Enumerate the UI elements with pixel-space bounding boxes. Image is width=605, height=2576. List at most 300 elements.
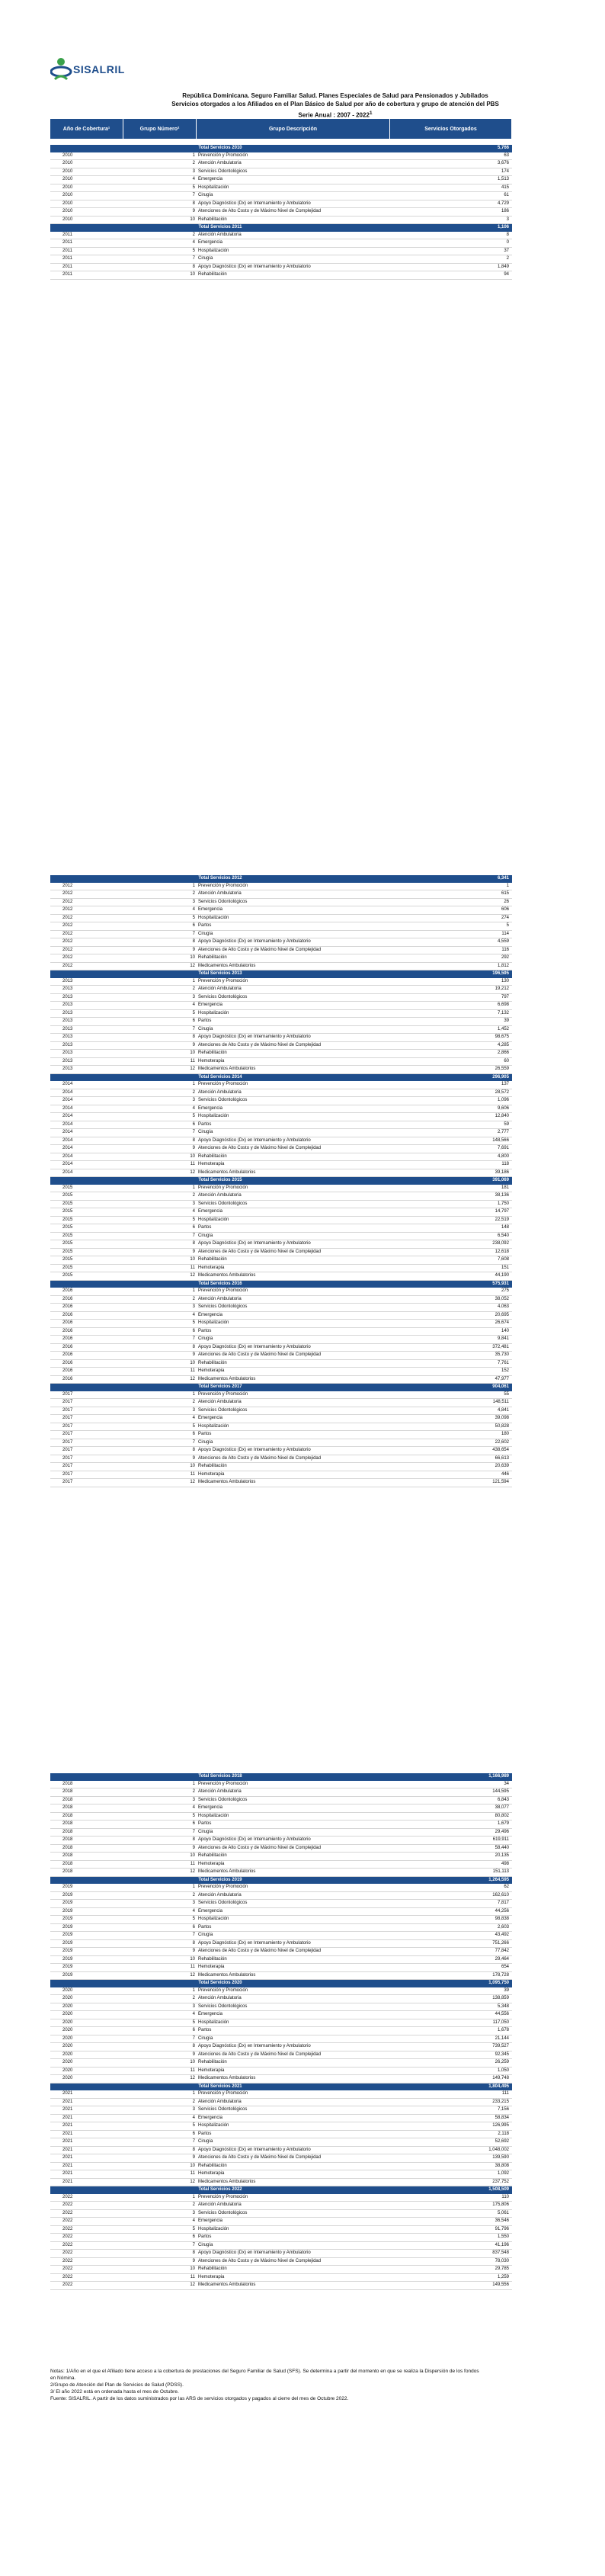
cell-group-description: Atenciones de Alto Costo y de Máximo Nivel de Complejidad — [198, 1845, 322, 1850]
cell-year: 2017 — [62, 1455, 73, 1461]
cell-services: 14,797 — [495, 1209, 509, 1214]
cell-group-description: Atención Ambulatoria — [198, 161, 242, 165]
cell-services: 446 — [501, 1471, 509, 1477]
cell-services: 8 — [506, 232, 509, 237]
cell-group-description: Atenciones de Alto Costo y de Máximo Nivel de Complejidad — [198, 1042, 322, 1047]
table-row — [50, 2059, 512, 2068]
table-row — [50, 1972, 512, 1981]
cell-year: 2021 — [62, 2171, 73, 2176]
cell-group-number: 2 — [192, 1296, 195, 1301]
table-row — [50, 1884, 512, 1892]
cell-group-description: Atenciones de Alto Costo y de Máximo Nivel de Complejidad — [198, 1146, 322, 1150]
cell-group-description: Hospitalización — [198, 184, 229, 190]
cell-year: 2022 — [62, 2274, 73, 2279]
cell-group-number: 8 — [192, 1837, 195, 1842]
cell-group-description: Hemoterapia — [198, 1965, 225, 1969]
cell-group-description: Apoyo Diagnóstico (Dx) en Internamiento y Ambulatorio — [198, 1241, 311, 1246]
cell-year: 2020 — [62, 2044, 73, 2048]
cell-year: 2017 — [62, 1480, 73, 1484]
table-row — [50, 1058, 512, 1067]
cell-group-description: Cirugía — [198, 1336, 213, 1341]
cell-group-description: Cirugía — [198, 1829, 213, 1834]
cell-year: 2013 — [62, 1026, 73, 1031]
cell-year: 2012 — [62, 915, 73, 920]
cell-year: 2018 — [62, 1821, 73, 1826]
cell-services: 62 — [504, 1885, 509, 1889]
cell-group-number: 5 — [192, 184, 195, 190]
cell-group-number: 3 — [192, 1407, 195, 1413]
cell-year: 2020 — [62, 2003, 73, 2009]
table-row — [50, 2099, 512, 2107]
year-total-value: 1,264,595 — [488, 1877, 509, 1882]
cell-services: 111 — [501, 2091, 509, 2096]
cell-services: 181 — [501, 1185, 509, 1190]
cell-group-number: 3 — [192, 2003, 195, 2009]
cell-group-description: Partos — [198, 1821, 212, 1826]
cell-group-number: 1 — [192, 152, 195, 158]
cell-year: 2011 — [62, 240, 72, 245]
cell-services: 1,096 — [497, 1098, 509, 1102]
table-row — [50, 1900, 512, 1908]
table-row — [50, 899, 512, 907]
cell-group-description: Atención Ambulatoria — [198, 891, 242, 896]
cell-services: 43,492 — [495, 1933, 509, 1937]
table-row — [50, 1964, 512, 1972]
cell-group-description: Servicios Odontológicos — [198, 1797, 248, 1802]
table-row — [50, 1161, 512, 1169]
cell-year: 2015 — [62, 1209, 73, 1214]
cell-services: 36,546 — [495, 2218, 509, 2223]
cell-group-number: 10 — [190, 1853, 195, 1858]
cell-group-description: Cirugía — [198, 1130, 213, 1134]
cell-services: 12,840 — [495, 1114, 509, 1118]
cell-year: 2021 — [62, 2155, 73, 2160]
cell-group-number: 10 — [190, 2266, 195, 2271]
cell-services: 110 — [501, 2194, 509, 2199]
cell-services: 151 — [501, 1265, 509, 1270]
cell-group-number: 5 — [192, 1114, 195, 1118]
cell-services: 22,519 — [495, 1217, 509, 1222]
cell-group-number: 4 — [192, 2115, 195, 2120]
cell-group-description: Hospitalización — [198, 1423, 229, 1429]
cell-year: 2018 — [62, 1869, 73, 1874]
cell-group-description: Atención Ambulatoria — [198, 232, 242, 237]
cell-group-number: 2 — [192, 1996, 195, 2000]
table-row — [50, 1137, 512, 1146]
cell-year: 2011 — [62, 264, 72, 269]
table-row — [50, 1050, 512, 1058]
table-row — [50, 1829, 512, 1837]
cell-group-number: 8 — [192, 200, 195, 206]
table-row — [50, 248, 512, 256]
cell-services: 186 — [501, 209, 509, 213]
cell-group-description: Medicamentos Ambulatorios — [198, 1480, 256, 1484]
cell-group-description: Apoyo Diagnóstico (Dx) en Internamiento y Ambulatorio — [198, 1344, 311, 1349]
year-total-row — [50, 1877, 512, 1885]
cell-services: 52,692 — [495, 2139, 509, 2144]
cell-services: 66,613 — [495, 1455, 509, 1461]
year-total-row — [50, 224, 512, 232]
cell-group-number: 1 — [192, 2194, 195, 2199]
year-total-row — [50, 2084, 512, 2091]
cell-services: 7,817 — [497, 1901, 509, 1905]
cell-group-number: 12 — [190, 1169, 195, 1175]
cell-group-number: 6 — [192, 2131, 195, 2136]
cell-group-number: 2 — [192, 1193, 195, 1198]
cell-year: 2016 — [62, 1296, 73, 1301]
cell-year: 2018 — [62, 1837, 73, 1842]
cell-group-description: Emergencia — [198, 1416, 223, 1420]
cell-group-description: Atenciones de Alto Costo y de Máximo Nivel de Complejidad — [198, 209, 322, 213]
table-row — [50, 2234, 512, 2242]
table-row — [50, 915, 512, 923]
table-row — [50, 239, 512, 248]
cell-year: 2012 — [62, 923, 73, 928]
table-row — [50, 1328, 512, 1336]
cell-year: 2012 — [62, 963, 73, 968]
cell-year: 2018 — [62, 1861, 73, 1866]
cell-year: 2019 — [62, 1933, 73, 1937]
cell-services: 4,800 — [497, 1153, 509, 1159]
cell-group-description: Cirugía — [198, 2139, 213, 2144]
cell-group-description: Cirugía — [198, 1233, 213, 1238]
table-row — [50, 1940, 512, 1949]
table-row — [50, 1018, 512, 1026]
cell-services: 20,135 — [495, 1853, 509, 1858]
cell-group-description: Atención Ambulatoria — [198, 1296, 242, 1301]
cell-group-description: Atenciones de Alto Costo y de Máximo Nivel de Complejidad — [198, 1455, 322, 1461]
logo-text: SISALRIL — [73, 63, 125, 75]
cell-group-description: Medicamentos Ambulatorios — [198, 2076, 256, 2080]
cell-group-description: Apoyo Diagnóstico (Dx) en Internamiento y Ambulatorio — [198, 1137, 311, 1143]
cell-year: 2021 — [62, 2147, 73, 2152]
cell-services: 22,602 — [495, 1439, 509, 1445]
table-row — [50, 1479, 512, 1487]
cell-group-description: Prevención y Promoción — [198, 883, 248, 888]
cell-group-description: Servicios Odontológicos — [198, 994, 248, 999]
cell-year: 2015 — [62, 1257, 73, 1262]
cell-group-number: 10 — [190, 1360, 195, 1365]
cell-group-number: 10 — [190, 1257, 195, 1262]
cell-services: 38,808 — [495, 2163, 509, 2168]
cell-services: 6,698 — [497, 1002, 509, 1007]
cell-group-description: Hemoterapia — [198, 1368, 225, 1373]
cell-group-description: Emergencia — [198, 2218, 223, 2223]
cell-year: 2019 — [62, 1940, 73, 1946]
cell-group-number: 2 — [192, 1089, 195, 1095]
cell-year: 2022 — [62, 2250, 73, 2255]
table-row — [50, 1121, 512, 1130]
table-row — [50, 200, 512, 209]
cell-year: 2019 — [62, 1917, 73, 1921]
cell-group-number: 6 — [192, 923, 195, 928]
cell-year: 2019 — [62, 1924, 73, 1930]
cell-group-description: Hospitalización — [198, 2123, 229, 2128]
cell-services: 175,806 — [492, 2202, 509, 2207]
cell-year: 2016 — [62, 1320, 73, 1325]
cell-group-description: Rehabilitación — [198, 1153, 227, 1159]
cell-group-description: Atenciones de Alto Costo y de Máximo Nivel de Complejidad — [198, 1352, 322, 1357]
table-row — [50, 2003, 512, 2012]
table-row — [50, 1265, 512, 1273]
cell-services: 149,748 — [492, 2076, 509, 2080]
cell-group-number: 7 — [192, 1439, 195, 1445]
cell-services: 0 — [506, 240, 509, 245]
cell-year: 2016 — [62, 1368, 73, 1373]
cell-services: 6,843 — [497, 1797, 509, 1802]
cell-services: 1,812 — [497, 963, 509, 968]
cell-year: 2020 — [62, 1996, 73, 2000]
cell-group-description: Hospitalización — [198, 2226, 229, 2231]
cell-services: 1,050 — [497, 2068, 509, 2073]
cell-group-number: 5 — [192, 1423, 195, 1429]
cell-year: 2015 — [62, 1249, 73, 1254]
cell-group-description: Cirugía — [198, 2035, 213, 2041]
table-row — [50, 1344, 512, 1352]
cell-services: 152 — [501, 1368, 509, 1373]
cell-group-description: Cirugía — [198, 256, 213, 261]
cell-year: 2019 — [62, 1892, 73, 1898]
cell-group-description: Prevención y Promoción — [198, 1391, 248, 1397]
cell-year: 2020 — [62, 2076, 73, 2080]
cell-group-description: Medicamentos Ambulatorios — [198, 1869, 256, 1874]
table-row — [50, 2090, 512, 2099]
cell-year: 2015 — [62, 1217, 73, 1222]
cell-year: 2019 — [62, 1956, 73, 1962]
table-row — [50, 1256, 512, 1265]
cell-services: 3,676 — [497, 161, 509, 165]
table-row — [50, 2202, 512, 2210]
table-row — [50, 1439, 512, 1448]
cell-services: 58,834 — [495, 2115, 509, 2120]
table-row — [50, 271, 512, 280]
year-total-value: 1,804,495 — [488, 2084, 509, 2089]
cell-services: 63 — [504, 152, 509, 158]
cell-group-number: 9 — [192, 1146, 195, 1150]
cell-group-description: Cirugía — [198, 1026, 213, 1031]
cell-services: 151,113 — [492, 1869, 509, 1874]
table-row — [50, 1224, 512, 1233]
sisalril-logo — [50, 56, 149, 82]
cell-services: 2,777 — [497, 1130, 509, 1134]
cell-group-number: 8 — [192, 2147, 195, 2152]
cell-year: 2021 — [62, 2115, 73, 2120]
cell-year: 2017 — [62, 1471, 73, 1477]
table-row — [50, 1185, 512, 1193]
cell-group-number: 11 — [190, 1368, 195, 1373]
footnote-line: 2/Grupo de Atención del Plan de Servicios de Salud (PDSS). — [50, 2382, 184, 2388]
year-total-value: 1,106 — [497, 225, 509, 229]
table-row — [50, 1034, 512, 1042]
cell-year: 2018 — [62, 1853, 73, 1858]
cell-group-number: 2 — [192, 1400, 195, 1404]
cell-services: 1,048,002 — [488, 2147, 509, 2152]
cell-group-number: 7 — [192, 1336, 195, 1341]
table-row — [50, 1948, 512, 1956]
table-row — [50, 1272, 512, 1281]
cell-group-number: 8 — [192, 1137, 195, 1143]
cell-year: 2022 — [62, 2202, 73, 2207]
cell-group-number: 3 — [192, 168, 195, 174]
year-total-value: 5,766 — [497, 146, 509, 150]
cell-group-description: Hospitalización — [198, 1917, 229, 1921]
cell-group-number: 9 — [192, 1845, 195, 1850]
table-row — [50, 2226, 512, 2234]
cell-year: 2022 — [62, 2234, 73, 2239]
cell-services: 114 — [501, 931, 509, 936]
table-row — [50, 1336, 512, 1344]
year-total-row — [50, 1384, 512, 1391]
cell-group-description: Hemoterapia — [198, 1861, 225, 1866]
cell-group-number: 7 — [192, 931, 195, 936]
cell-group-description: Cirugía — [198, 931, 213, 936]
cell-services: 1,550 — [497, 2234, 509, 2239]
year-total-row — [50, 2186, 512, 2194]
cell-group-number: 1 — [192, 1781, 195, 1786]
cell-services: 4,841 — [497, 1407, 509, 1413]
table-row — [50, 1431, 512, 1439]
cell-group-number: 8 — [192, 1448, 195, 1452]
year-total-row — [50, 1980, 512, 1987]
cell-group-number: 1 — [192, 1391, 195, 1397]
table-row — [50, 1304, 512, 1312]
cell-services: 149,556 — [492, 2282, 509, 2287]
cell-group-number: 11 — [190, 1162, 195, 1166]
cell-year: 2014 — [62, 1146, 73, 1150]
cell-group-number: 4 — [192, 1002, 195, 1007]
cell-group-description: Partos — [198, 1432, 212, 1436]
cell-group-number: 3 — [192, 994, 195, 999]
cell-year: 2014 — [62, 1121, 73, 1127]
table-row — [50, 2250, 512, 2258]
cell-services: 275 — [501, 1288, 509, 1293]
cell-group-description: Atención Ambulatoria — [198, 2099, 242, 2104]
cell-group-description: Emergencia — [198, 240, 223, 245]
cell-services: 126,995 — [492, 2123, 509, 2128]
cell-group-description: Emergencia — [198, 1002, 223, 1007]
cell-group-description: Atenciones de Alto Costo y de Máximo Nivel de Complejidad — [198, 2051, 322, 2057]
cell-services: 2,866 — [497, 1051, 509, 1055]
cell-year: 2020 — [62, 2028, 73, 2032]
cell-services: 180 — [501, 1432, 509, 1436]
table-row — [50, 2170, 512, 2179]
cell-group-number: 4 — [192, 907, 195, 912]
cell-group-description: Rehabilitación — [198, 1051, 227, 1055]
table-block — [50, 145, 512, 280]
cell-group-number: 10 — [190, 1464, 195, 1468]
cell-services: 77,842 — [495, 1949, 509, 1953]
table-row — [50, 1892, 512, 1901]
cell-services: 94 — [504, 272, 509, 277]
cell-year: 2013 — [62, 1042, 73, 1047]
cell-group-number: 8 — [192, 1035, 195, 1039]
table-row — [50, 2043, 512, 2051]
cell-year: 2014 — [62, 1137, 73, 1143]
table-row — [50, 994, 512, 1002]
table-row — [50, 1089, 512, 1098]
year-total-label: Total Servicios 2016 — [198, 1281, 242, 1286]
table-row — [50, 1233, 512, 1241]
cell-group-description: Apoyo Diagnóstico (Dx) en Internamiento y Ambulatorio — [198, 264, 311, 269]
cell-year: 2013 — [62, 994, 73, 999]
cell-year: 2016 — [62, 1304, 73, 1309]
cell-year: 2017 — [62, 1391, 73, 1397]
cell-group-description: Servicios Odontológicos — [198, 1407, 248, 1413]
cell-services: 26 — [504, 899, 509, 904]
cell-group-description: Partos — [198, 2028, 212, 2032]
year-total-value: 391,069 — [492, 1178, 509, 1182]
cell-group-description: Partos — [198, 1328, 212, 1333]
table-row — [50, 1869, 512, 1877]
cell-services: 144,595 — [492, 1789, 509, 1794]
table-row — [50, 1002, 512, 1010]
cell-year: 2015 — [62, 1225, 73, 1230]
cell-year: 2021 — [62, 2123, 73, 2128]
cell-services: 1,452 — [497, 1026, 509, 1031]
cell-services: 5,348 — [497, 2003, 509, 2009]
cell-services: 1,513 — [497, 177, 509, 181]
cell-group-number: 6 — [192, 1924, 195, 1930]
cell-year: 2020 — [62, 2051, 73, 2057]
cell-group-number: 4 — [192, 1105, 195, 1111]
table-row — [50, 1837, 512, 1845]
cell-group-description: Servicios Odontológicos — [198, 1901, 248, 1905]
cell-services: 837,548 — [492, 2250, 509, 2255]
table-row — [50, 1471, 512, 1480]
cell-group-number: 2 — [192, 2202, 195, 2207]
cell-year: 2012 — [62, 939, 73, 944]
cell-group-number: 12 — [190, 2076, 195, 2080]
cell-group-number: 5 — [192, 1917, 195, 1921]
cell-services: 238,092 — [492, 1241, 509, 1246]
cell-services: 174 — [501, 168, 509, 174]
table-row — [50, 2019, 512, 2028]
cell-group-description: Rehabilitación — [198, 1360, 227, 1365]
cell-services: 44,256 — [495, 1908, 509, 1914]
table-row — [50, 931, 512, 939]
cell-group-description: Medicamentos Ambulatorios — [198, 1273, 256, 1278]
header-group-description: Grupo Descripción — [197, 119, 390, 139]
cell-group-number: 4 — [192, 2012, 195, 2016]
cell-group-number: 8 — [192, 1344, 195, 1349]
cell-year: 2011 — [62, 256, 72, 261]
year-total-label: Total Servicios 2012 — [198, 876, 242, 881]
year-total-label: Total Servicios 2015 — [198, 1178, 242, 1182]
table-row — [50, 2138, 512, 2147]
cell-year: 2013 — [62, 1002, 73, 1007]
cell-services: 237,752 — [492, 2179, 509, 2184]
table-row — [50, 2068, 512, 2076]
cell-services: 98,838 — [495, 1917, 509, 1921]
cell-group-number: 1 — [192, 1885, 195, 1889]
cell-group-number: 4 — [192, 1209, 195, 1214]
cell-services: 29,464 — [495, 1956, 509, 1962]
cell-services: 60 — [504, 1058, 509, 1063]
table-row — [50, 1376, 512, 1384]
cell-group-description: Prevención y Promoción — [198, 2091, 248, 2096]
table-row — [50, 160, 512, 168]
cell-group-description: Cirugía — [198, 1933, 213, 1937]
table-row — [50, 1169, 512, 1178]
cell-services: 20,695 — [495, 1312, 509, 1317]
cell-group-description: Prevención y Promoción — [198, 978, 248, 983]
cell-services: 137 — [501, 1082, 509, 1086]
cell-group-number: 10 — [190, 2163, 195, 2168]
year-total-label: Total Servicios 2018 — [198, 1774, 242, 1779]
table-row — [50, 1804, 512, 1813]
cell-group-number: 6 — [192, 1821, 195, 1826]
cell-group-description: Hemoterapia — [198, 1058, 225, 1063]
